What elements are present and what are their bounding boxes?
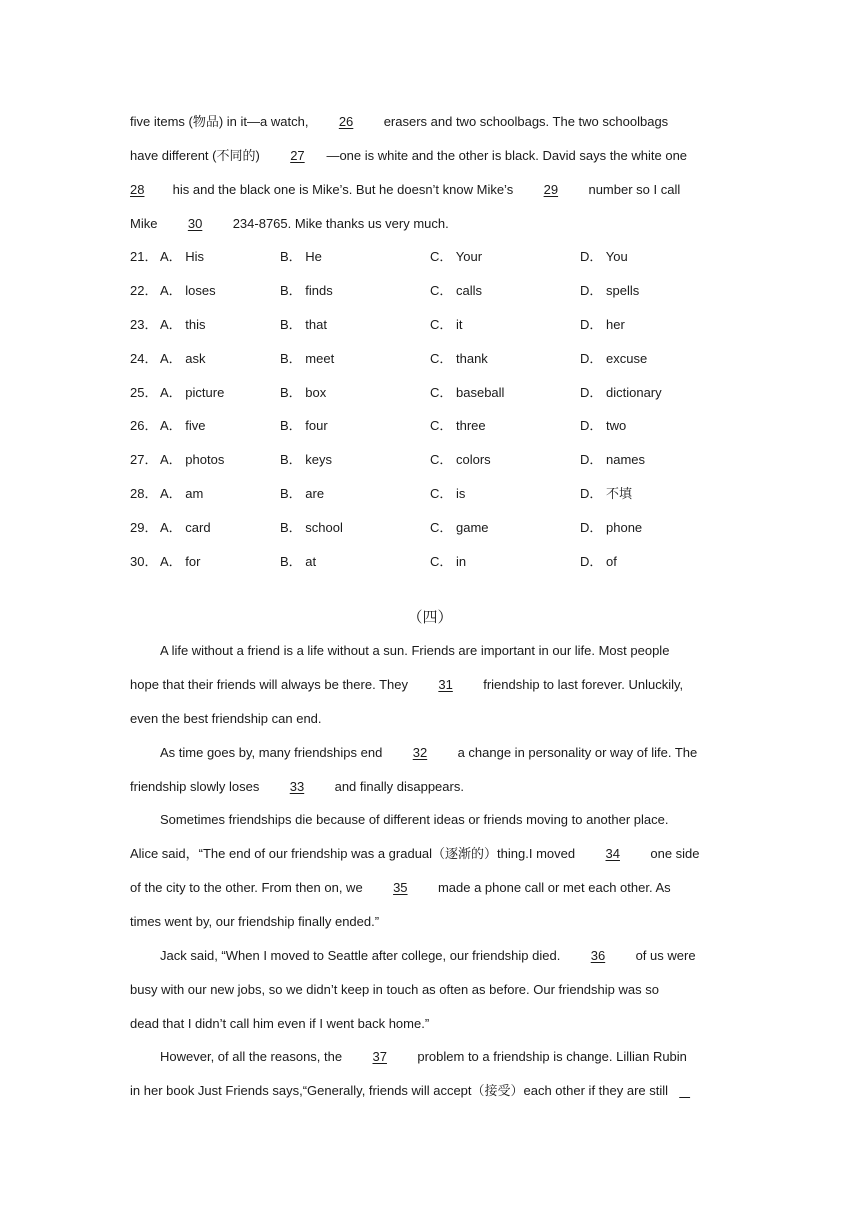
blank-38 [677, 1082, 693, 1100]
blank-28: 28 [130, 182, 145, 197]
passage-line [130, 981, 659, 999]
option-a[interactable]: A． card [160, 520, 211, 535]
text: Jack said, “When I moved to Seattle after college, our friendship died. [160, 948, 561, 963]
option-c[interactable]: C． baseball [430, 385, 505, 400]
text: Mike [130, 216, 158, 231]
question-row [130, 519, 770, 537]
option-b[interactable]: B． four [280, 418, 328, 433]
option-b[interactable]: B． school [280, 520, 343, 535]
passage-line [130, 113, 668, 131]
question-row [130, 485, 770, 503]
question-row [130, 553, 770, 571]
passage-line [130, 676, 683, 694]
question-row [130, 451, 770, 469]
passage-line [160, 947, 696, 965]
option-b[interactable]: B． that [280, 317, 327, 332]
text: 234-8765. Mike thanks us very much. [232, 216, 449, 231]
option-a[interactable]: A． photos [160, 452, 225, 467]
option-a[interactable]: A． am [160, 486, 204, 501]
text: friendship to last forever. Unluckily, [483, 677, 684, 692]
option-c[interactable]: C． game [430, 520, 489, 535]
text: erasers and two schoolbags. The two schoolbags [383, 114, 669, 129]
option-d[interactable]: D． You [580, 249, 628, 264]
text: Sometimes friendships die because of different ideas or friends moving to another place. [160, 812, 669, 827]
question-row [130, 248, 770, 266]
option-a[interactable]: A． this [160, 317, 206, 332]
option-d[interactable]: D． 不填 [580, 486, 633, 501]
text: dead that I didn’t call him even if I went back home.” [130, 1016, 430, 1031]
blank-31: 31 [438, 677, 453, 692]
option-b[interactable]: B． box [280, 385, 327, 400]
question-number: 24． [130, 351, 158, 366]
option-d[interactable]: D． spells [580, 283, 640, 298]
passage-line [130, 147, 687, 165]
option-c[interactable]: C． is [430, 486, 466, 501]
option-c[interactable]: C． colors [430, 452, 491, 467]
text: a change in personality or way of life. The [457, 745, 698, 760]
option-d[interactable]: D． phone [580, 520, 643, 535]
question-number: 23． [130, 317, 158, 332]
question-row [130, 417, 770, 435]
text: in her book Just Friends says,“Generally, friends will accept（接受）each other if they are still [130, 1083, 669, 1098]
question-number: 26． [130, 418, 158, 433]
text: Alice said，“The end of our friendship was a gradual（逐渐的）thing.I moved [130, 846, 576, 861]
question-number: 25． [130, 385, 158, 400]
text: of us were [635, 948, 696, 963]
question-row [130, 350, 770, 368]
option-d[interactable]: D． names [580, 452, 646, 467]
option-b[interactable]: B． He [280, 249, 322, 264]
text: problem to a friendship is change. Lillian Rubin [417, 1049, 687, 1064]
question-number: 29． [130, 520, 158, 535]
blank-30: 30 [187, 216, 203, 231]
passage-line [130, 845, 700, 863]
blank-29: 29 [543, 182, 559, 197]
question-number: 22． [130, 283, 158, 298]
text: have different (不同的) [130, 148, 260, 163]
option-c[interactable]: C． calls [430, 283, 483, 298]
question-number: 30． [130, 554, 158, 569]
option-a[interactable]: A． picture [160, 385, 225, 400]
text: As time goes by, many friendships end [160, 745, 383, 760]
passage-line [130, 215, 449, 233]
blank-33: 33 [289, 779, 305, 794]
option-a[interactable]: A． ask [160, 351, 206, 366]
text: one side [650, 846, 700, 861]
text: and finally disappears. [334, 779, 464, 794]
blank-26: 26 [338, 114, 354, 129]
question-row [130, 384, 770, 402]
option-a[interactable]: A． His [160, 249, 205, 264]
passage-line [160, 744, 697, 762]
text: five items (物品) in it—a watch, [130, 114, 309, 129]
question-number: 28． [130, 486, 158, 501]
blank-34: 34 [605, 846, 620, 861]
option-b[interactable]: B． keys [280, 452, 333, 467]
passage-line [160, 1048, 687, 1066]
question-row [130, 316, 770, 334]
passage-line [130, 1082, 693, 1100]
blank-37: 37 [372, 1049, 387, 1064]
question-number: 27． [130, 452, 158, 467]
option-c[interactable]: C． thank [430, 351, 488, 366]
blank-32: 32 [412, 745, 428, 760]
option-c[interactable]: C． Your [430, 249, 483, 264]
text: number so I call [588, 182, 681, 197]
option-c[interactable]: C． in [430, 554, 467, 569]
option-c[interactable]: C． it [430, 317, 463, 332]
passage-line [130, 1015, 429, 1033]
text: of the city to the other. From then on, we [130, 880, 363, 895]
text: busy with our new jobs, so we didn’t keep in touch as often as before. Our friendship was so [130, 982, 659, 997]
question-number: 21． [130, 249, 158, 264]
text: However, of all the reasons, the [160, 1049, 343, 1064]
option-c[interactable]: C． three [430, 418, 486, 433]
text: times went by, our friendship finally ended.” [130, 914, 380, 929]
question-row [130, 282, 770, 300]
text: made a phone call or met each other. As [437, 880, 671, 895]
option-b[interactable]: B． are [280, 486, 325, 501]
option-d[interactable]: D． dictionary [580, 385, 662, 400]
passage-line [130, 913, 379, 931]
passage-line [130, 879, 671, 897]
passage-line [130, 710, 322, 728]
text: friendship slowly loses [130, 779, 260, 794]
passage-line [160, 642, 669, 660]
text: —one is white and the other is black. David says the white one [326, 148, 688, 163]
passage-line [130, 181, 680, 199]
blank-35: 35 [393, 880, 408, 895]
option-d[interactable]: D． of [580, 554, 617, 569]
text: his and the black one is Mike’s. But he doesn’t know Mike’s [172, 182, 514, 197]
option-b[interactable]: B． at [280, 554, 317, 569]
text: even the best friendship can end. [130, 711, 322, 726]
passage-line [160, 811, 669, 829]
option-a[interactable]: A． five [160, 418, 206, 433]
section-title: （四） [407, 608, 453, 626]
blank-36: 36 [590, 948, 606, 963]
option-b[interactable]: B． finds [280, 283, 333, 298]
passage-line [130, 778, 464, 796]
option-d[interactable]: D． her [580, 317, 625, 332]
blank-27: 27 [290, 148, 305, 163]
option-d[interactable]: D． excuse [580, 351, 648, 366]
option-a[interactable]: A． for [160, 554, 201, 569]
option-a[interactable]: A． loses [160, 283, 216, 298]
option-b[interactable]: B． meet [280, 351, 335, 366]
option-d[interactable]: D． two [580, 418, 627, 433]
text: A life without a friend is a life without a sun. Friends are important in our life. Most people [160, 643, 670, 658]
text: hope that their friends will always be there. They [130, 677, 408, 692]
